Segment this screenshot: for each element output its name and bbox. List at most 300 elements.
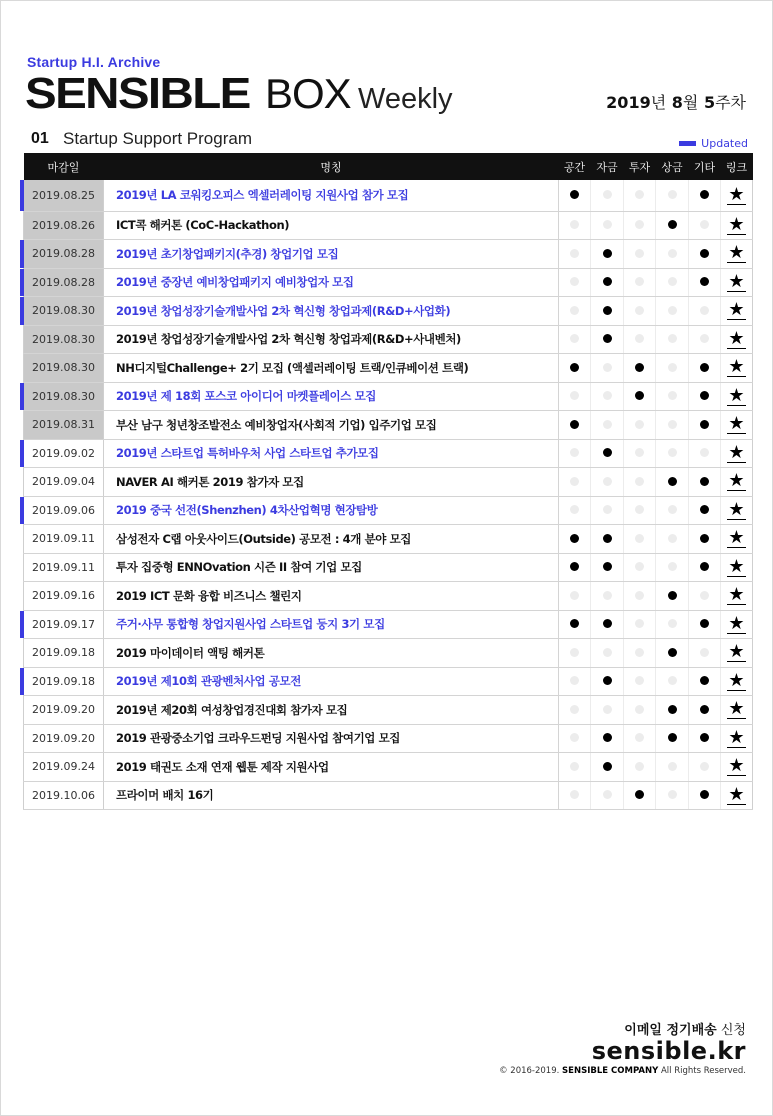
empty-dot-icon — [635, 477, 644, 486]
flag-cell-investment — [624, 211, 656, 240]
flag-cell-etc — [689, 525, 721, 554]
issue-year-unit: 년 — [650, 93, 667, 112]
empty-dot-icon — [668, 505, 677, 514]
star-link-icon[interactable]: ★ — [728, 356, 745, 378]
star-link-icon[interactable]: ★ — [728, 755, 745, 777]
flag-cell-etc — [689, 240, 721, 269]
issue-month: 8 — [671, 93, 683, 112]
program-name-cell: 2019년 창업성장기술개발사업 2차 혁신형 창업과제(R&D+사내벤처) — [104, 325, 559, 354]
empty-dot-icon — [668, 363, 677, 372]
empty-dot-icon — [668, 249, 677, 258]
copyright-company: SENSIBLE COMPANY — [562, 1066, 659, 1076]
deadline-cell: 2019.08.30 — [24, 382, 104, 411]
issue-month-unit: 월 — [682, 93, 699, 112]
deadline-cell: 2019.10.06 — [24, 781, 104, 810]
program-name-cell: 2019년 스타트업 특허바우처 사업 스타트업 추가모집 — [104, 439, 559, 468]
program-name-cell: 2019년 제20회 여성창업경진대회 참가자 모집 — [104, 696, 559, 725]
flag-cell-funding — [591, 382, 624, 411]
filled-dot-icon — [668, 648, 677, 657]
deadline-cell: 2019.09.18 — [24, 667, 104, 696]
flag-cell-funding — [591, 724, 624, 753]
flag-cell-prize — [656, 553, 689, 582]
filled-dot-icon — [603, 448, 612, 457]
deadline-cell: 2019.09.16 — [24, 582, 104, 611]
empty-dot-icon — [570, 790, 579, 799]
table-row — [24, 696, 753, 725]
flag-cell-prize — [656, 180, 689, 211]
archive-label: Startup H.I. Archive — [27, 54, 161, 70]
empty-dot-icon — [635, 306, 644, 315]
table-row — [24, 297, 753, 326]
issue-week-number: 5 — [703, 93, 716, 112]
filled-dot-icon — [668, 705, 677, 714]
table-row — [24, 468, 753, 497]
table-row — [24, 439, 753, 468]
link-cell — [721, 240, 753, 269]
empty-dot-icon — [668, 391, 677, 400]
flag-cell-funding — [591, 639, 624, 668]
deadline-cell: 2019.09.18 — [24, 639, 104, 668]
flag-cell-prize — [656, 753, 689, 782]
empty-dot-icon — [700, 334, 709, 343]
flag-cell-space — [559, 525, 591, 554]
link-cell — [721, 724, 753, 753]
flag-cell-prize — [656, 696, 689, 725]
flag-cell-funding — [591, 211, 624, 240]
program-name-cell: 2019 ICT 문화 융합 비즈니스 챌린지 — [104, 582, 559, 611]
filled-dot-icon — [635, 391, 644, 400]
empty-dot-icon — [570, 277, 579, 286]
table-row — [24, 496, 753, 525]
subscribe-light: 신청 — [720, 1023, 746, 1038]
updated-legend — [679, 137, 748, 150]
filled-dot-icon — [603, 306, 612, 315]
empty-dot-icon — [668, 448, 677, 457]
filled-dot-icon — [700, 363, 709, 372]
deadline-cell: 2019.09.20 — [24, 696, 104, 725]
link-cell — [721, 639, 753, 668]
flag-cell-etc — [689, 582, 721, 611]
flag-cell-space — [559, 582, 591, 611]
flag-cell-funding — [591, 411, 624, 440]
filled-dot-icon — [603, 249, 612, 258]
table-row — [24, 268, 753, 297]
flag-cell-space — [559, 411, 591, 440]
filled-dot-icon — [668, 220, 677, 229]
link-cell — [721, 411, 753, 440]
link-cell — [721, 354, 753, 383]
star-link-icon[interactable]: ★ — [728, 698, 745, 720]
star-link-icon[interactable]: ★ — [728, 612, 745, 634]
flag-cell-prize — [656, 297, 689, 326]
empty-dot-icon — [635, 277, 644, 286]
program-name-cell: 2019년 중장년 예비창업패키지 예비창업자 모집 — [104, 268, 559, 297]
filled-dot-icon — [668, 477, 677, 486]
program-name-cell: 부산 남구 청년창조발전소 예비창업자(사회적 기업) 입주기업 모집 — [104, 411, 559, 440]
filled-dot-icon — [635, 363, 644, 372]
flag-cell-investment — [624, 667, 656, 696]
filled-dot-icon — [668, 591, 677, 600]
empty-dot-icon — [668, 334, 677, 343]
flag-cell-investment — [624, 325, 656, 354]
filled-dot-icon — [700, 505, 709, 514]
col-investment: 투자 — [624, 153, 656, 180]
updated-legend-label: Updated — [701, 137, 748, 150]
link-cell — [721, 268, 753, 297]
flag-cell-funding — [591, 354, 624, 383]
table-header-row — [24, 153, 753, 180]
flag-cell-etc — [689, 781, 721, 810]
flag-cell-funding — [591, 297, 624, 326]
star-link-icon[interactable]: ★ — [728, 441, 745, 463]
section-number: 01 — [31, 130, 49, 147]
flag-cell-space — [559, 268, 591, 297]
flag-cell-funding — [591, 582, 624, 611]
flag-cell-etc — [689, 411, 721, 440]
empty-dot-icon — [570, 391, 579, 400]
program-name-cell: 투자 집중형 ENNOvation 시즌 II 참여 기업 모집 — [104, 553, 559, 582]
empty-dot-icon — [570, 306, 579, 315]
link-cell — [721, 582, 753, 611]
empty-dot-icon — [668, 277, 677, 286]
flag-cell-etc — [689, 753, 721, 782]
star-link-icon[interactable]: ★ — [728, 242, 745, 264]
copyright-prefix: © 2016-2019. — [499, 1066, 560, 1076]
table-row — [24, 639, 753, 668]
program-name-cell: 2019년 창업성장기술개발사업 2차 혁신형 창업과제(R&D+사업화) — [104, 297, 559, 326]
deadline-cell: 2019.08.30 — [24, 297, 104, 326]
flag-cell-investment — [624, 180, 656, 211]
brand-box: BOX — [265, 70, 351, 117]
table-row — [24, 610, 753, 639]
filled-dot-icon — [700, 277, 709, 286]
program-table — [23, 153, 753, 810]
flag-cell-funding — [591, 468, 624, 497]
col-prize: 상금 — [656, 153, 689, 180]
empty-dot-icon — [635, 648, 644, 657]
filled-dot-icon — [700, 562, 709, 571]
table-row — [24, 525, 753, 554]
flag-cell-investment — [624, 468, 656, 497]
filled-dot-icon — [700, 190, 709, 199]
flag-cell-prize — [656, 354, 689, 383]
star-link-icon[interactable]: ★ — [728, 470, 745, 492]
site-url[interactable]: sensible.kr — [591, 1037, 746, 1065]
flag-cell-investment — [624, 382, 656, 411]
flag-cell-investment — [624, 268, 656, 297]
flag-cell-space — [559, 354, 591, 383]
table-row — [24, 180, 753, 211]
issue-week-unit: 주차 — [715, 93, 746, 112]
brand-logo — [25, 69, 453, 118]
flag-cell-prize — [656, 468, 689, 497]
copyright — [499, 1066, 746, 1076]
flag-cell-funding — [591, 240, 624, 269]
empty-dot-icon — [668, 306, 677, 315]
empty-dot-icon — [570, 676, 579, 685]
star-link-icon[interactable]: ★ — [728, 384, 745, 406]
flag-cell-space — [559, 724, 591, 753]
link-cell — [721, 667, 753, 696]
flag-cell-investment — [624, 240, 656, 269]
filled-dot-icon — [603, 762, 612, 771]
empty-dot-icon — [635, 676, 644, 685]
flag-cell-etc — [689, 439, 721, 468]
empty-dot-icon — [603, 477, 612, 486]
star-link-icon[interactable]: ★ — [728, 213, 745, 235]
col-space: 공간 — [559, 153, 591, 180]
empty-dot-icon — [603, 790, 612, 799]
star-link-icon[interactable]: ★ — [728, 183, 745, 205]
flag-cell-space — [559, 553, 591, 582]
flag-cell-funding — [591, 525, 624, 554]
empty-dot-icon — [570, 505, 579, 514]
brand-weekly: Weekly — [358, 83, 453, 115]
flag-cell-space — [559, 696, 591, 725]
copyright-suffix: All Rights Reserved. — [660, 1066, 746, 1076]
flag-cell-funding — [591, 610, 624, 639]
filled-dot-icon — [570, 190, 579, 199]
col-etc: 기타 — [689, 153, 721, 180]
issue-week — [606, 90, 746, 113]
flag-cell-space — [559, 496, 591, 525]
col-funding: 자금 — [591, 153, 624, 180]
filled-dot-icon — [603, 562, 612, 571]
flag-cell-etc — [689, 382, 721, 411]
flag-cell-funding — [591, 325, 624, 354]
empty-dot-icon — [700, 591, 709, 600]
deadline-cell: 2019.09.24 — [24, 753, 104, 782]
filled-dot-icon — [570, 619, 579, 628]
flag-cell-funding — [591, 553, 624, 582]
flag-cell-investment — [624, 525, 656, 554]
empty-dot-icon — [668, 534, 677, 543]
col-name: 명칭 — [104, 153, 559, 180]
program-name-cell: 2019년 제10회 관광벤처사업 공모전 — [104, 667, 559, 696]
empty-dot-icon — [603, 591, 612, 600]
filled-dot-icon — [700, 534, 709, 543]
flag-cell-space — [559, 240, 591, 269]
filled-dot-icon — [700, 391, 709, 400]
link-cell — [721, 553, 753, 582]
program-name-cell: ICT콕 해커톤 (CoC-Hackathon) — [104, 211, 559, 240]
link-cell — [721, 180, 753, 211]
flag-cell-prize — [656, 382, 689, 411]
star-link-icon[interactable]: ★ — [728, 726, 745, 748]
flag-cell-investment — [624, 411, 656, 440]
flag-cell-etc — [689, 696, 721, 725]
flag-cell-investment — [624, 781, 656, 810]
empty-dot-icon — [603, 420, 612, 429]
flag-cell-funding — [591, 753, 624, 782]
table-row — [24, 411, 753, 440]
flag-cell-etc — [689, 496, 721, 525]
deadline-cell: 2019.08.30 — [24, 325, 104, 354]
flag-cell-etc — [689, 667, 721, 696]
empty-dot-icon — [603, 363, 612, 372]
star-link-icon[interactable]: ★ — [728, 498, 745, 520]
empty-dot-icon — [635, 220, 644, 229]
flag-cell-etc — [689, 211, 721, 240]
flag-cell-etc — [689, 297, 721, 326]
table-row — [24, 325, 753, 354]
flag-cell-etc — [689, 180, 721, 211]
program-name-cell: 2019 관광중소기업 크라우드펀딩 지원사업 참여기업 모집 — [104, 724, 559, 753]
star-link-icon[interactable]: ★ — [728, 327, 745, 349]
program-name-cell: 2019년 LA 코워킹오피스 엑셀러레이팅 지원사업 참가 모집 — [104, 180, 559, 211]
deadline-cell: 2019.08.26 — [24, 211, 104, 240]
star-link-icon[interactable]: ★ — [728, 584, 745, 606]
link-cell — [721, 610, 753, 639]
flag-cell-prize — [656, 667, 689, 696]
empty-dot-icon — [635, 705, 644, 714]
program-name-cell: NH디지털Challenge+ 2기 모집 (액셀러레이팅 트랙/인큐베이션 트랙) — [104, 354, 559, 383]
table-row — [24, 724, 753, 753]
program-name-cell: 2019년 제 18회 포스코 아이디어 마켓플레이스 모집 — [104, 382, 559, 411]
filled-dot-icon — [700, 477, 709, 486]
empty-dot-icon — [700, 448, 709, 457]
flag-cell-investment — [624, 496, 656, 525]
deadline-cell: 2019.08.28 — [24, 268, 104, 297]
empty-dot-icon — [635, 733, 644, 742]
link-cell — [721, 525, 753, 554]
flag-cell-prize — [656, 582, 689, 611]
subscribe-link[interactable] — [624, 1019, 746, 1038]
flag-cell-etc — [689, 553, 721, 582]
filled-dot-icon — [570, 363, 579, 372]
filled-dot-icon — [668, 733, 677, 742]
empty-dot-icon — [635, 249, 644, 258]
link-cell — [721, 382, 753, 411]
link-cell — [721, 753, 753, 782]
empty-dot-icon — [668, 190, 677, 199]
star-link-icon[interactable]: ★ — [728, 527, 745, 549]
empty-dot-icon — [668, 762, 677, 771]
flag-cell-funding — [591, 696, 624, 725]
star-link-icon[interactable]: ★ — [728, 555, 745, 577]
program-name-cell: 2019년 초기창업패키지(추경) 창업기업 모집 — [104, 240, 559, 269]
filled-dot-icon — [700, 420, 709, 429]
empty-dot-icon — [700, 220, 709, 229]
filled-dot-icon — [603, 334, 612, 343]
filled-dot-icon — [700, 733, 709, 742]
empty-dot-icon — [635, 591, 644, 600]
deadline-cell: 2019.09.17 — [24, 610, 104, 639]
empty-dot-icon — [668, 790, 677, 799]
filled-dot-icon — [700, 705, 709, 714]
deadline-cell: 2019.09.06 — [24, 496, 104, 525]
flag-cell-investment — [624, 354, 656, 383]
link-cell — [721, 439, 753, 468]
flag-cell-prize — [656, 240, 689, 269]
empty-dot-icon — [570, 334, 579, 343]
empty-dot-icon — [570, 249, 579, 258]
star-link-icon[interactable]: ★ — [728, 413, 745, 435]
program-name-cell: 삼성전자 C랩 아웃사이드(Outside) 공모전 : 4개 분야 모집 — [104, 525, 559, 554]
empty-dot-icon — [603, 391, 612, 400]
empty-dot-icon — [700, 648, 709, 657]
filled-dot-icon — [603, 733, 612, 742]
flag-cell-investment — [624, 553, 656, 582]
star-link-icon[interactable]: ★ — [728, 783, 745, 805]
empty-dot-icon — [603, 705, 612, 714]
star-link-icon[interactable]: ★ — [728, 299, 745, 321]
filled-dot-icon — [570, 534, 579, 543]
flag-cell-space — [559, 610, 591, 639]
link-cell — [721, 468, 753, 497]
flag-cell-prize — [656, 325, 689, 354]
star-link-icon[interactable]: ★ — [728, 270, 745, 292]
deadline-cell: 2019.09.20 — [24, 724, 104, 753]
deadline-cell: 2019.09.11 — [24, 553, 104, 582]
empty-dot-icon — [570, 591, 579, 600]
link-cell — [721, 496, 753, 525]
star-link-icon[interactable]: ★ — [728, 669, 745, 691]
deadline-cell: 2019.08.31 — [24, 411, 104, 440]
flag-cell-prize — [656, 610, 689, 639]
deadline-cell: 2019.08.30 — [24, 354, 104, 383]
filled-dot-icon — [700, 619, 709, 628]
empty-dot-icon — [603, 190, 612, 199]
table-row — [24, 753, 753, 782]
flag-cell-space — [559, 382, 591, 411]
flag-cell-etc — [689, 639, 721, 668]
filled-dot-icon — [570, 562, 579, 571]
empty-dot-icon — [570, 477, 579, 486]
flag-cell-prize — [656, 525, 689, 554]
flag-cell-prize — [656, 639, 689, 668]
flag-cell-investment — [624, 582, 656, 611]
col-deadline: 마감일 — [24, 153, 104, 180]
filled-dot-icon — [700, 790, 709, 799]
flag-cell-space — [559, 667, 591, 696]
empty-dot-icon — [635, 505, 644, 514]
flag-cell-etc — [689, 610, 721, 639]
col-link: 링크 — [721, 153, 753, 180]
filled-dot-icon — [603, 534, 612, 543]
table-row — [24, 240, 753, 269]
table-row — [24, 382, 753, 411]
flag-cell-investment — [624, 439, 656, 468]
link-cell — [721, 325, 753, 354]
deadline-cell: 2019.08.25 — [24, 180, 104, 211]
flag-cell-funding — [591, 439, 624, 468]
empty-dot-icon — [635, 448, 644, 457]
flag-cell-space — [559, 325, 591, 354]
program-name-cell: 2019 마이데이터 액팅 해커톤 — [104, 639, 559, 668]
flag-cell-etc — [689, 468, 721, 497]
star-link-icon[interactable]: ★ — [728, 641, 745, 663]
flag-cell-funding — [591, 496, 624, 525]
flag-cell-space — [559, 639, 591, 668]
empty-dot-icon — [635, 562, 644, 571]
empty-dot-icon — [570, 220, 579, 229]
updated-legend-swatch — [679, 141, 696, 146]
program-name-cell: 프라이머 배치 16기 — [104, 781, 559, 810]
empty-dot-icon — [570, 733, 579, 742]
table-row — [24, 781, 753, 810]
empty-dot-icon — [603, 505, 612, 514]
program-name-cell: NAVER AI 해커톤 2019 참가자 모집 — [104, 468, 559, 497]
empty-dot-icon — [603, 220, 612, 229]
flag-cell-etc — [689, 354, 721, 383]
flag-cell-prize — [656, 724, 689, 753]
flag-cell-investment — [624, 724, 656, 753]
empty-dot-icon — [700, 306, 709, 315]
flag-cell-investment — [624, 297, 656, 326]
flag-cell-etc — [689, 268, 721, 297]
flag-cell-prize — [656, 211, 689, 240]
